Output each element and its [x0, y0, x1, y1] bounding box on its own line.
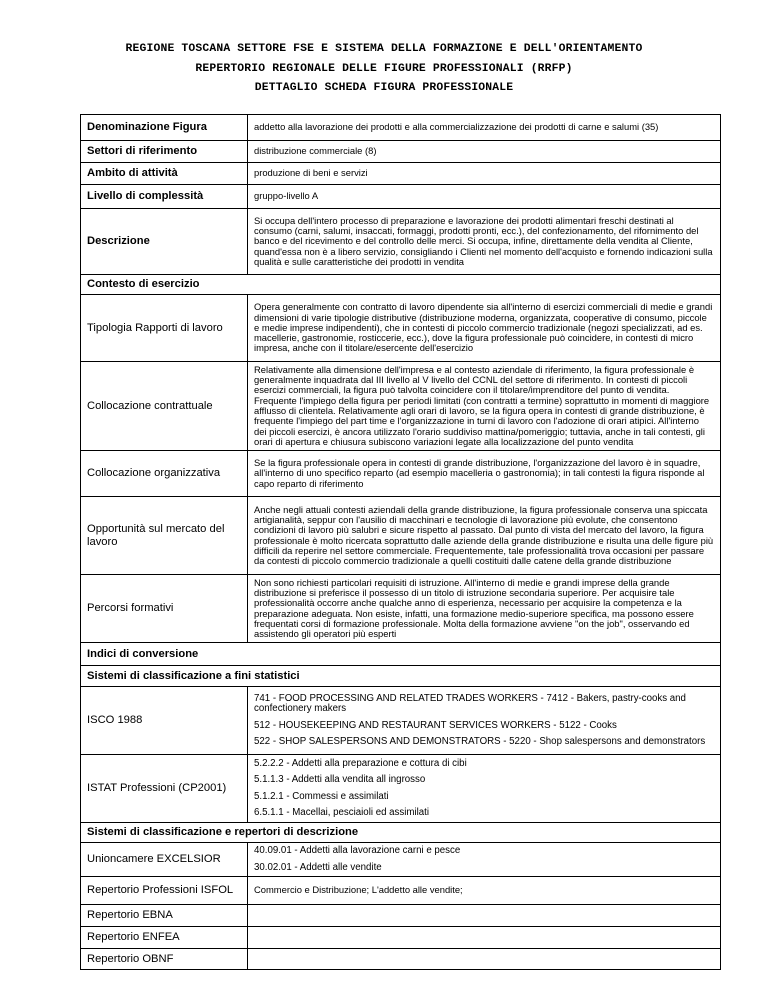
section-repertori	[81, 823, 721, 843]
label-isfol: Repertorio Professioni ISFOL	[81, 877, 248, 905]
value-settori: distribuzione commerciale (8)	[248, 141, 721, 163]
row-denominazione	[81, 115, 721, 141]
section-title-contesto: Contesto di esercizio	[81, 275, 721, 295]
label-descrizione: Descrizione	[81, 209, 248, 275]
label-unioncamere: Unioncamere EXCELSIOR	[81, 843, 248, 877]
value-contrattuale: Relativamente alla dimensione dell'impresa e al contesto aziendale di riferimento, la figura professionale è generalmente inquadrata dal III livello al V livello del CCNL del settore di riferimento. In contesti di piccoli esercizi commerciali, la figura può talvolta coincidere con il titolare/imprenditore del punto di vendita. Frequente l'impiego della figura per periodi limitati (con contratti a termine) soprattutto in momenti di maggiore afflusso di clientela. Relativamente agli orari di lavoro, se la figura opera in contesti di grande distribuzione, è frequente l'impiego del part time e l'organizzazione in turni di lavoro con l'adozione di orari atipici. All'interno dei piccoli esercizi, è ancora utilizzato l'orario suddiviso mattina/pomeriggio; tuttavia, anche in tali contesti, gli orari di apertura e chiusura subiscono variazioni legate alla localizzazione del punto vendita	[248, 362, 721, 451]
value-ambito: produzione di beni e servizi	[248, 163, 721, 185]
row-istat	[81, 755, 721, 823]
row-opportunita	[81, 497, 721, 575]
value-livello: gruppo-livello A	[248, 185, 721, 209]
row-ambito	[81, 163, 721, 185]
row-settori	[81, 141, 721, 163]
value-istat	[248, 755, 721, 823]
value-descrizione: Si occupa dell'intero processo di preparazione e lavorazione dei prodotti alimentari freschi destinati al consumo (carni, salumi, insaccati, formaggi, prodotti pronti, ecc.), del confezionamento, del rifornimento del banco e del ricevimento e del controllo delle merci. Si occupa, infine, direttamente della vendita al Cliente, quand'essa non è a libero servizio, consigliando i Clienti nel momento dell'acquisto e fornendo indicazioni sulla qualità e sulle caratteristiche dei prodotti in vendita	[248, 209, 721, 275]
label-ebna: Repertorio EBNA	[81, 905, 248, 927]
section-indici	[81, 643, 721, 666]
istat-item: 5.1.1.3 - Addetti alla vendita all ingrosso	[254, 774, 426, 786]
value-denominazione: addetto alla lavorazione dei prodotti e alla commercializzazione dei prodotti di carne e salumi (35)	[248, 115, 721, 141]
header-line-1: REGIONE TOSCANA SETTORE FSE E SISTEMA DELLA FORMAZIONE E DELL'ORIENTAMENTO	[125, 43, 643, 55]
istat-item: 6.5.1.1 - Macellai, pesciaioli ed assimilati	[254, 806, 429, 818]
row-contrattuale	[81, 362, 721, 451]
header-line-2: REPERTORIO REGIONALE DELLE FIGURE PROFESSIONALI (RRFP)	[195, 62, 573, 75]
value-obnf	[248, 949, 721, 970]
row-isfol	[81, 877, 721, 905]
label-enfea: Repertorio ENFEA	[81, 927, 248, 949]
value-isco	[248, 687, 721, 755]
unioncamere-item: 30.02.01 - Addetti alle vendite	[254, 861, 382, 873]
unioncamere-item: 40.09.01 - Addetti alla lavorazione carni e pesce	[254, 845, 461, 857]
row-unioncamere	[81, 843, 721, 877]
header-line-3: DETTAGLIO SCHEDA FIGURA PROFESSIONALE	[254, 82, 514, 94]
section-title-repertori: Sistemi di classificazione e repertori di descrizione	[81, 823, 721, 843]
isco-item: 741 - FOOD PROCESSING AND RELATED TRADES WORKERS - 7412 - Bakers, pastry-cooks and confectionery makers	[254, 692, 686, 715]
row-descrizione	[81, 209, 721, 275]
value-ebna	[248, 905, 721, 927]
row-organizzativa	[81, 451, 721, 497]
section-title-statistici: Sistemi di classificazione a fini statistici	[81, 666, 721, 687]
label-tipologia: Tipologia Rapporti di lavoro	[81, 295, 248, 362]
value-enfea	[248, 927, 721, 949]
label-livello: Livello di complessità	[81, 185, 248, 209]
section-statistici	[81, 666, 721, 687]
label-ambito: Ambito di attività	[81, 163, 248, 185]
section-contesto	[81, 275, 721, 295]
row-enfea	[81, 927, 721, 949]
isco-item: 512 - HOUSEKEEPING AND RESTAURANT SERVICES WORKERS - 5122 - Cooks	[254, 719, 617, 731]
label-istat: ISTAT Professioni (CP2001)	[81, 755, 248, 823]
section-title-indici: Indici di conversione	[81, 643, 721, 666]
isco-item: 522 - SHOP SALESPERSONS AND DEMONSTRATORS - 5220 - Shop salespersons and demonstrators	[254, 735, 706, 747]
label-isco: ISCO 1988	[81, 687, 248, 755]
label-percorsi: Percorsi formativi	[81, 575, 248, 643]
document-header	[0, 40, 768, 99]
row-livello	[81, 185, 721, 209]
value-organizzativa: Se la figura professionale opera in contesti di grande distribuzione, l'organizzazione del lavoro è in squadre, all'interno di uno specifico reparto (ad esempio macelleria o gastronomia); in tali contesti la figura risponde al capo reparto di riferimento	[248, 451, 721, 497]
label-contrattuale: Collocazione contrattuale	[81, 362, 248, 451]
label-opportunita: Opportunità sul mercato del lavoro	[81, 497, 248, 575]
figura-detail-table	[80, 114, 721, 970]
label-organizzativa: Collocazione organizzativa	[81, 451, 248, 497]
istat-item: 5.2.2.2 - Addetti alla preparazione e cottura di cibi	[254, 757, 467, 769]
row-tipologia	[81, 295, 721, 362]
row-ebna	[81, 905, 721, 927]
value-tipologia: Opera generalmente con contratto di lavoro dipendente sia all'interno di esercizi commerciali di medie e grandi dimensioni di varie tipologie distributive (distribuzione moderna, organizzata, cooperative di consumo, piccole e medie imprese indipendenti), che in contesti di piccolo commercio tradizionale (negozi specializzati, ad es. macellerie, gastronomie, rosticcerie, ecc.), dove la figura professionale può coincidere, in contesti di micro impresa, anche con il titolare/esercente dell'esercizio	[248, 295, 721, 362]
value-percorsi: Non sono richiesti particolari requisiti di istruzione. All'interno di medie e grandi imprese della grande distribuzione si preferisce il possesso di un titolo di istruzione secondaria superiore. Per acquisire tale professionalità occorre anche qualche anno di esperienza, necessario per acquisire la competenza e la preparazione adeguata. Non esiste, infatti, una formazione medio-superiore specifica, ma possono essere frequentati corsi di formazione professionale. Molta della formazione avviene "on the job", osservando ed assistendo gli operatori più esperti	[248, 575, 721, 643]
row-obnf	[81, 949, 721, 970]
label-denominazione: Denominazione Figura	[81, 115, 248, 141]
row-percorsi	[81, 575, 721, 643]
istat-item: 5.1.2.1 - Commessi e assimilati	[254, 790, 389, 802]
label-settori: Settori di riferimento	[81, 141, 248, 163]
row-isco	[81, 687, 721, 755]
value-isfol: Commercio e Distribuzione; L'addetto alle vendite;	[248, 877, 721, 905]
value-opportunita: Anche negli attuali contesti aziendali della grande distribuzione, la figura professionale conserva una spiccata artigianalità, seppur con l'ausilio di macchinari e tecnologie di lavorazione più evolute, che consentono condizioni di lavoro più salubri e sicure rispetto al passato. Dal punto di vista del mercato del lavoro, la figura professionale è molto ricercata soprattutto dalle aziende della grande distribuzione e risulta una delle figure più difficili da reperire nel settore commerciale. Frequentemente, tale professionalità trova occasioni per passare da contesti di piccolo commercio tradizionale a quelli costituiti dalle catene della grande distribuzione	[248, 497, 721, 575]
value-unioncamere	[248, 843, 721, 877]
label-obnf: Repertorio OBNF	[81, 949, 248, 970]
